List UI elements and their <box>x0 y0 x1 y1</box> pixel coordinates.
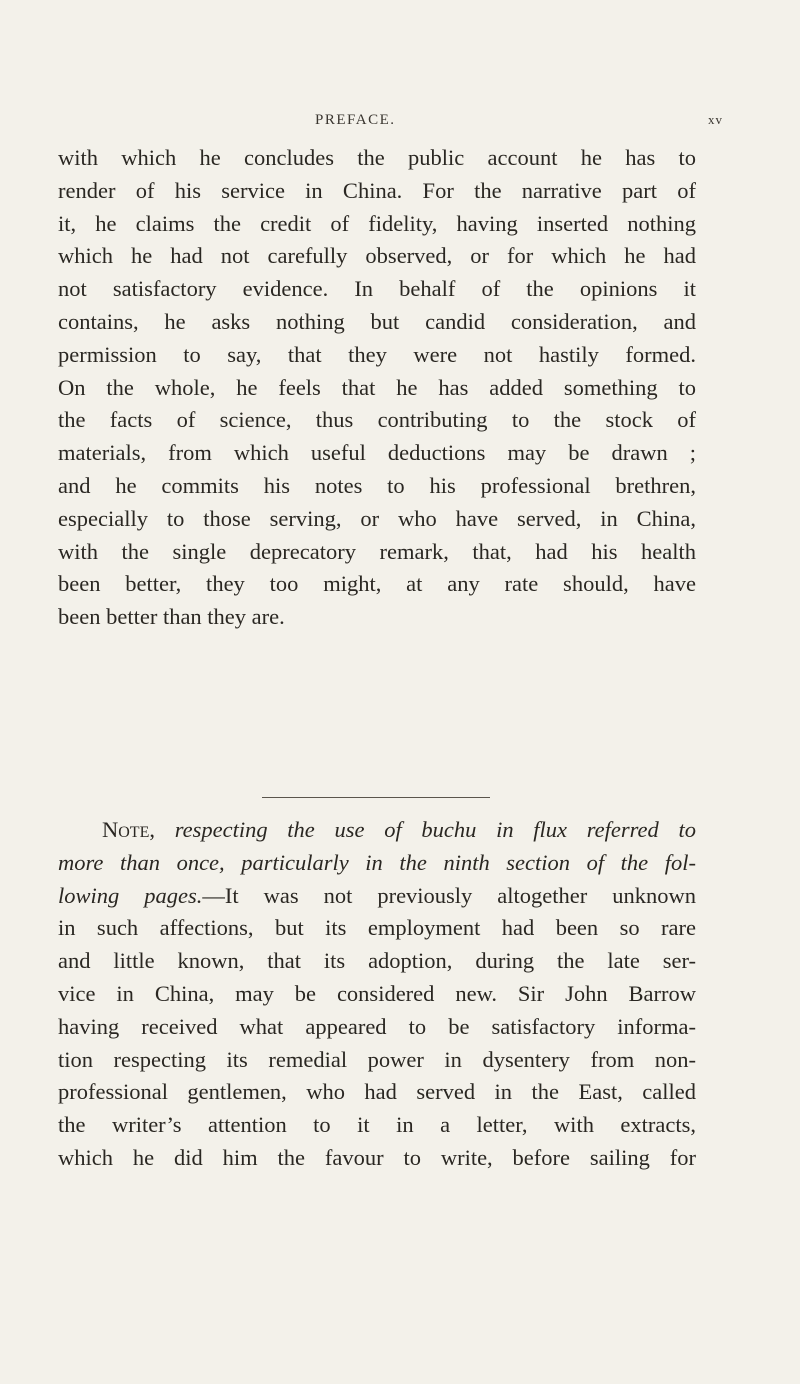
note-line: and little known, that its adoption, during the late ser- <box>58 948 696 974</box>
text-line: and he commits his notes to his professional brethren, <box>58 472 696 498</box>
note-line <box>58 814 696 847</box>
text-line: the facts of science, thus contributing to the stock of <box>58 407 696 433</box>
text-line: especially to those serving, or who have served, in China, <box>58 505 696 531</box>
text-line: not satisfactory evidence. In behalf of the opinions it <box>58 276 696 302</box>
preface-paragraph <box>58 142 696 634</box>
note-subject-italic: more than once, particularly in the ninth section of the fol- <box>58 849 696 875</box>
text-line: render of his service in China. For the narrative part of <box>58 177 696 203</box>
note-line: having received what appeared to be satisfactory informa- <box>58 1013 696 1039</box>
note-line: professional gentlemen, who had served in the East, called <box>58 1079 696 1105</box>
running-title: PREFACE. <box>315 112 396 128</box>
note-line: the writer’s attention to it in a letter, with extracts, <box>58 1112 696 1138</box>
running-head <box>0 112 800 136</box>
text-line: permission to say, that they were not hastily formed. <box>58 341 696 367</box>
text-line: On the whole, he feels that he has added something to <box>58 374 696 400</box>
page-number: xv <box>708 112 723 127</box>
note-line: which he did him the favour to write, before sailing for <box>58 1144 696 1170</box>
note-text: —It was not previously altogether unknown <box>202 882 696 908</box>
section-divider <box>262 797 490 798</box>
note-subject-italic: lowing pages. <box>58 882 203 908</box>
note-line <box>58 880 696 913</box>
note-line <box>58 847 696 880</box>
text-line: with which he concludes the public account he has to <box>58 145 696 170</box>
text-line: contains, he asks nothing but candid consideration, and <box>58 308 696 334</box>
note-subject-italic: respecting the use of buchu in flux referred to <box>174 817 697 842</box>
text-line: materials, from which useful deductions may be drawn ; <box>58 440 696 466</box>
text-line: been better, they too might, at any rate should, have <box>58 571 696 597</box>
note-line: vice in China, may be considered new. Sir John Barrow <box>58 980 696 1006</box>
note-line: tion respecting its remedial power in dysentery from non- <box>58 1046 696 1072</box>
text-line: which he had not carefully observed, or for which he had <box>58 243 696 269</box>
note-line: in such affections, but its employment had been so rare <box>58 915 696 941</box>
note-heading: Note, <box>102 817 155 842</box>
text-line: it, he claims the credit of fidelity, having inserted nothing <box>58 210 696 236</box>
text-line: with the single deprecatory remark, that, had his health <box>58 538 696 564</box>
text-line: been better than they are. <box>58 604 285 630</box>
note-paragraph <box>58 814 696 1175</box>
